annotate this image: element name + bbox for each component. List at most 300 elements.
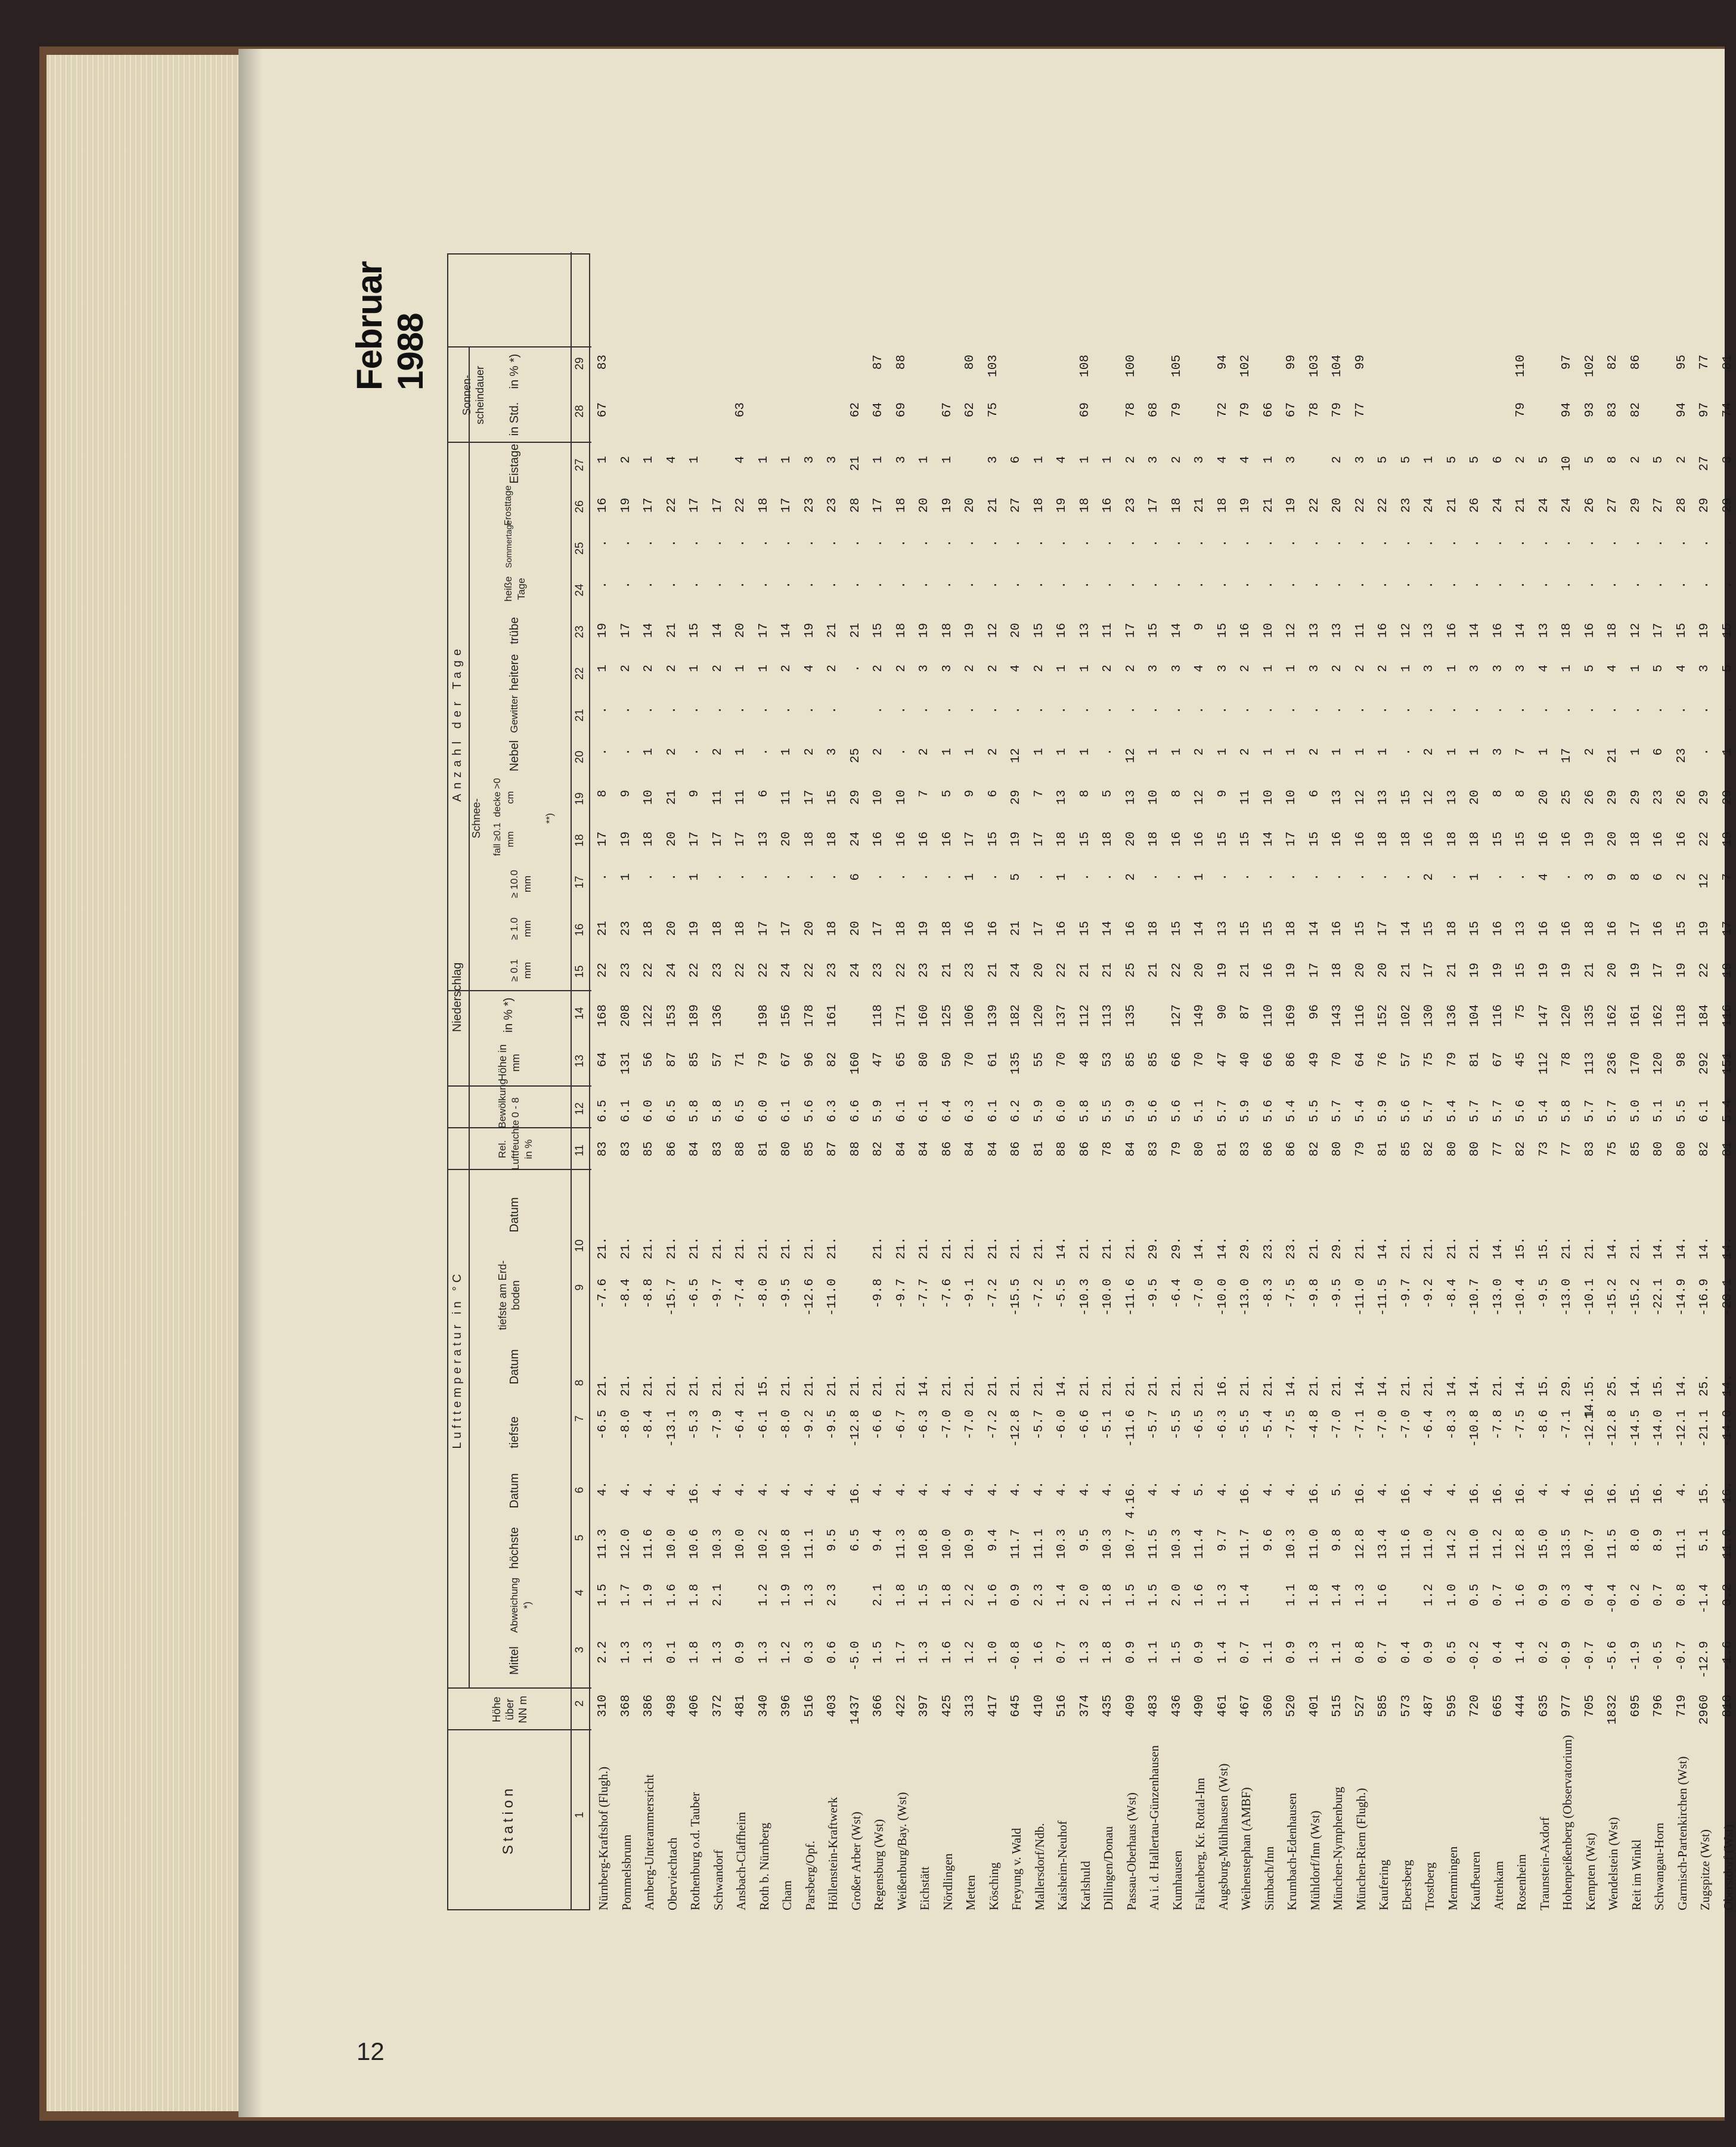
table-cell: 5.8 <box>1560 1100 1574 1122</box>
table-cell: . <box>1514 873 1528 881</box>
table-cell: 21. <box>1147 1374 1161 1397</box>
table-cell: 13 <box>757 832 771 847</box>
column-number: 24 <box>574 584 586 597</box>
table-cell: 21. <box>894 1374 909 1397</box>
table-cell: 0.9 <box>1009 1584 1023 1606</box>
table-cell: 10.0 <box>734 1529 748 1559</box>
table-cell: 18 <box>1445 921 1459 936</box>
table-cell: 110 <box>1514 355 1528 377</box>
table-cell: 2 <box>986 748 1000 756</box>
table-cell: 21. <box>711 1237 725 1259</box>
table-cell: 29 <box>1698 498 1712 513</box>
table-cell: 16 <box>1124 921 1138 936</box>
table-cell: 15 <box>1399 790 1413 805</box>
table-cell: -6.5 <box>596 1410 610 1440</box>
col-rule <box>448 990 591 991</box>
table-cell: 14. <box>1629 1374 1643 1397</box>
table-cell: 23 <box>619 921 633 936</box>
table-cell: 81 <box>1720 1141 1735 1157</box>
table-cell: 1.9 <box>780 1584 793 1606</box>
table-cell: 85 <box>1629 1141 1643 1157</box>
table-cell: 4 <box>802 665 817 672</box>
table-cell: 21. <box>802 1374 817 1397</box>
table-cell: 208 <box>619 1004 633 1027</box>
table-cell: 19 <box>963 623 977 638</box>
page-number: 12 <box>356 2037 385 2065</box>
table-cell: 366 <box>872 1695 885 1717</box>
table-cell: 83 <box>1147 1141 1161 1157</box>
table-cell: 74 <box>1720 402 1735 418</box>
table-cell: 23 <box>619 963 633 978</box>
table-cell: 1 <box>872 456 885 464</box>
table-cell: . <box>1491 706 1505 714</box>
table-cell: 1 <box>1422 456 1436 464</box>
table-cell: 406 <box>688 1695 702 1717</box>
table-cell: 20 <box>1193 963 1207 978</box>
table-cell: 1 <box>1078 665 1092 672</box>
table-cell: 3 <box>802 456 817 464</box>
table-cell: 21. <box>1261 1374 1276 1397</box>
table-row <box>1583 253 1596 1910</box>
table-row <box>642 253 655 1910</box>
table-cell: 6.1 <box>986 1100 1000 1122</box>
table-cell: . <box>1055 706 1069 714</box>
table-cell: 120 <box>1032 1004 1046 1027</box>
table-cell: 21. <box>711 1374 725 1397</box>
table-cell: 635 <box>1537 1695 1551 1717</box>
table-cell: 21 <box>1583 963 1597 978</box>
table-cell: 16. <box>1468 1481 1482 1504</box>
column-number: 16 <box>574 923 586 936</box>
table-cell: 18 <box>1468 832 1482 847</box>
table-row <box>1285 253 1298 1910</box>
table-cell: 6.3 <box>963 1100 977 1122</box>
table-cell: 20 <box>1331 498 1344 513</box>
table-cell: 103 <box>986 355 1000 377</box>
table-cell: 13 <box>1331 790 1344 805</box>
table-cell: 520 <box>1285 1695 1298 1717</box>
table-cell: 19 <box>596 623 610 638</box>
table-cell: 5.4 <box>1285 1100 1298 1122</box>
table-cell: 78 <box>1101 1141 1115 1157</box>
table-cell: 5.6 <box>1261 1100 1276 1122</box>
column-number: 11 <box>574 1144 586 1156</box>
table-cell: -6.4 <box>1422 1410 1436 1440</box>
table-row <box>1629 253 1642 1910</box>
table-cell: . <box>1124 581 1138 589</box>
table-cell: 11.5 <box>1606 1529 1620 1559</box>
table-cell: 1.3 <box>1216 1584 1230 1606</box>
table-cell: 12 <box>986 623 1000 638</box>
table-cell: 23 <box>917 963 931 978</box>
table-cell: 70 <box>1331 1052 1344 1068</box>
row-rule <box>469 348 470 1689</box>
table-cell: 57 <box>711 1052 725 1068</box>
table-cell: 75 <box>1606 1141 1620 1157</box>
table-cell: 14 <box>1514 623 1528 638</box>
table-cell: 16. <box>1491 1481 1505 1504</box>
table-cell: -9.5 <box>780 1279 793 1309</box>
table-cell: 1.6 <box>1514 1584 1528 1606</box>
table-cell: 26 <box>1583 498 1597 513</box>
table-cell: 135 <box>1124 1004 1138 1027</box>
table-cell: 79 <box>1331 402 1344 418</box>
table-cell: 5 <box>1537 456 1551 464</box>
table-cell: 102 <box>1583 355 1597 377</box>
table-cell: 18 <box>894 921 909 936</box>
table-cell: 21. <box>1468 1237 1482 1259</box>
table-cell: 10 <box>1560 456 1574 471</box>
table-cell: 18 <box>1560 623 1574 638</box>
table-cell: 5.5 <box>1307 1100 1322 1122</box>
table-cell: 409 <box>1124 1695 1138 1717</box>
table-cell: . <box>940 706 954 714</box>
table-cell: 5.5 <box>1101 1100 1115 1122</box>
table-cell: 83 <box>1239 1141 1253 1157</box>
table-cell: 3 <box>826 748 839 756</box>
table-cell: 9 <box>688 790 702 798</box>
table-cell: 19 <box>1698 623 1712 638</box>
table-cell: 5 <box>1583 456 1597 464</box>
table-cell: 5.7 <box>1216 1100 1230 1122</box>
table-row <box>849 253 862 1910</box>
table-cell: . <box>665 539 679 547</box>
table-cell: 14. <box>1377 1374 1390 1397</box>
station-name: Großer Arber (Wst) <box>848 1811 863 1910</box>
table-cell: . <box>1193 581 1207 589</box>
table-cell: 4 <box>1055 456 1069 464</box>
table-cell: 19 <box>1720 832 1735 847</box>
table-cell: -7.0 <box>1331 1410 1344 1440</box>
table-cell: 104 <box>1331 355 1344 377</box>
table-cell: 21. <box>826 1237 839 1259</box>
table-cell: -6.4 <box>734 1410 748 1440</box>
table-cell: 116 <box>1720 1004 1735 1027</box>
table-cell: 76 <box>1377 1052 1390 1068</box>
table-cell: . <box>1560 873 1574 881</box>
table-cell: 137 <box>1055 1004 1069 1027</box>
column-number: 4 <box>574 1589 586 1596</box>
table-cell: 21. <box>1399 1237 1413 1259</box>
table-cell: -8.6 <box>1537 1410 1551 1440</box>
table-cell: -12.8 <box>1009 1410 1023 1448</box>
table-cell: 705 <box>1583 1695 1597 1717</box>
station-name: Hohenpeißenberg (Observatorium) <box>1560 1735 1574 1910</box>
table-cell: 29. <box>1331 1237 1344 1259</box>
table-cell: 12 <box>1009 748 1023 764</box>
table-cell: 17 <box>734 832 748 847</box>
table-cell: 11.6 <box>1399 1529 1413 1559</box>
table-cell: 16. <box>1514 1481 1528 1504</box>
table-cell: 1.3 <box>802 1584 817 1606</box>
table-cell: 80 <box>963 355 977 370</box>
table-cell: 160 <box>848 1052 863 1075</box>
header-datum-2: Datum <box>508 1349 521 1385</box>
table-cell <box>711 355 725 402</box>
table-cell: 15 <box>1216 623 1230 638</box>
table-cell: -7.7 <box>917 1279 931 1309</box>
table-cell: . <box>1285 539 1298 547</box>
table-cell: 97 <box>1698 402 1712 418</box>
table-cell: 3 <box>1147 665 1161 672</box>
table-cell: 21. <box>596 1374 610 1397</box>
table-cell: 15. <box>1537 1374 1551 1397</box>
table-cell: . <box>1652 706 1666 714</box>
table-cell: 435 <box>1101 1695 1115 1717</box>
table-cell: 1.0 <box>1445 1584 1459 1606</box>
table-cell: 22 <box>802 963 817 978</box>
header-mittel: Mittel <box>508 1646 521 1675</box>
table-row <box>872 253 885 1910</box>
table-cell: 2 <box>619 456 633 464</box>
table-cell: 99 <box>1285 355 1298 370</box>
table-cell: 77 <box>1560 1141 1574 1157</box>
table-cell: 2 <box>711 748 725 756</box>
table-cell: 10.3 <box>711 1529 725 1559</box>
table-cell: . <box>1629 539 1643 547</box>
table-cell: -9.1 <box>963 1279 977 1309</box>
table-cell: . <box>619 748 633 756</box>
table-cell: . <box>872 706 885 714</box>
table-cell: . <box>826 873 839 881</box>
table-cell: -7.2 <box>1032 1279 1046 1309</box>
table-cell: 103 <box>1307 355 1322 377</box>
table-cell: 20 <box>780 832 793 847</box>
table-cell: . <box>1491 539 1505 547</box>
table-cell: 85 <box>802 1141 817 1157</box>
table-cell: 122 <box>642 1004 656 1027</box>
table-cell: 9 <box>1193 623 1207 631</box>
page-title: Februar 1988 <box>349 261 430 390</box>
table-cell: 71 <box>734 1052 748 1068</box>
table-cell: 29 <box>848 790 863 805</box>
table-cell: 1 <box>1032 456 1046 464</box>
table-cell: -8.4 <box>1445 1279 1459 1309</box>
table-cell: 2 <box>665 748 679 756</box>
col-rule <box>448 1085 591 1087</box>
table-cell: 29 <box>1606 790 1620 805</box>
table-cell: -5.5 <box>1170 1410 1184 1440</box>
table-cell: 23 <box>826 963 839 978</box>
table-cell: 14. <box>1468 1374 1482 1397</box>
station-name: Au i. d. Hallertau-Günzenhausen <box>1147 1745 1161 1910</box>
table-cell: . <box>1720 706 1735 714</box>
table-cell: . <box>1353 581 1368 589</box>
header-n01: ≥ 0.1 mm <box>509 959 533 982</box>
table-cell: 0.6 <box>826 1641 839 1664</box>
table-cell: 21. <box>1307 1374 1322 1397</box>
table-cell: . <box>1675 706 1689 714</box>
table-cell: 1.1 <box>1261 1641 1276 1664</box>
col-rule <box>448 1127 591 1128</box>
table-cell: 80 <box>1675 1141 1689 1157</box>
table-cell: 3 <box>986 456 1000 464</box>
table-cell: 169 <box>1285 1004 1298 1027</box>
table-cell: 1.1 <box>1147 1641 1161 1664</box>
table-cell: 18 <box>1055 832 1069 847</box>
table-cell: 16 <box>872 832 885 847</box>
table-cell: -12.8 <box>848 1410 863 1448</box>
table-cell: 810 <box>1720 1695 1735 1717</box>
table-cell: 5.9 <box>1124 1100 1138 1122</box>
table-cell: 20 <box>734 623 748 638</box>
table-cell: 8 <box>596 790 610 798</box>
table-cell: 1 <box>1055 665 1069 672</box>
table-row <box>780 253 793 1910</box>
table-cell: 11.1 <box>1675 1529 1689 1559</box>
table-cell: 516 <box>1055 1695 1069 1717</box>
table-cell: 21. <box>848 1374 863 1397</box>
table-cell: 21. <box>1193 1374 1207 1397</box>
table-cell: 13 <box>1078 623 1092 638</box>
table-cell: 10.0 <box>665 1529 679 1559</box>
table-cell: 14. <box>1698 1237 1712 1259</box>
table-cell: 16. <box>688 1481 702 1504</box>
table-cell: 135 <box>1009 1052 1023 1075</box>
table-cell: 1 <box>1261 748 1276 756</box>
station-name: Memmingen <box>1445 1846 1460 1910</box>
table-cell: 18 <box>642 832 656 847</box>
table-cell: 17 <box>872 498 885 513</box>
header-station: Station <box>500 1785 516 1855</box>
table-cell: 5.7 <box>1583 1100 1597 1122</box>
column-number: 12 <box>574 1102 586 1115</box>
table-cell: 19 <box>688 921 702 936</box>
table-cell: 86 <box>1285 1052 1298 1068</box>
table-cell: 21. <box>1399 1374 1413 1397</box>
table-row <box>803 253 816 1910</box>
table-cell: 67 <box>940 402 954 418</box>
table-cell: 11 <box>1239 790 1253 805</box>
table-cell: 0.9 <box>734 1641 748 1664</box>
table-cell: 6.1 <box>780 1100 793 1122</box>
table-cell: -8.8 <box>642 1279 656 1309</box>
table-cell: -20.1 <box>1720 1279 1735 1317</box>
table-cell: 1.5 <box>917 1584 931 1606</box>
station-name: Kaisheim-Neuhof <box>1055 1820 1070 1910</box>
table-cell: 1 <box>1331 748 1344 756</box>
table-cell: -5.5 <box>1055 1279 1069 1309</box>
table-cell: 313 <box>963 1695 977 1717</box>
column-number: 10 <box>574 1239 586 1252</box>
table-cell: 1.3 <box>1307 1641 1322 1664</box>
table-cell: 21. <box>1307 1237 1322 1259</box>
column-number: 5 <box>574 1534 586 1541</box>
table-cell: 1.9 <box>642 1584 656 1606</box>
table-row <box>688 253 701 1910</box>
table-cell: 21 <box>1514 498 1528 513</box>
header-sonnen-pct: in % *) <box>508 353 521 389</box>
table-cell: 19 <box>1239 498 1253 513</box>
station-name: München-Nymphenburg <box>1331 1786 1345 1910</box>
table-cell: 5 <box>1445 456 1459 464</box>
table-cell: 67 <box>1491 1052 1505 1068</box>
table-cell: 5 <box>1468 456 1482 464</box>
table-cell: 83 <box>596 355 610 370</box>
table-cell: 27 <box>1652 498 1666 513</box>
table-cell: 68 <box>1147 402 1161 418</box>
table-cell: 22 <box>1698 963 1712 978</box>
table-cell: 4 <box>1239 456 1253 464</box>
table-cell: . <box>1353 873 1368 881</box>
table-row <box>1124 253 1137 1910</box>
table-cell: 5.1 <box>1698 1529 1712 1552</box>
table-cell: 21. <box>757 1237 771 1259</box>
table-cell: 10.8 <box>780 1529 793 1559</box>
table-cell: 5.7 <box>1606 1100 1620 1122</box>
table-cell: 21 <box>1239 963 1253 978</box>
table-cell: 15 <box>1353 921 1368 936</box>
table-cell: 24 <box>848 832 863 847</box>
table-cell: 21. <box>734 1237 748 1259</box>
table-cell: . <box>1261 706 1276 714</box>
table-cell: 10.6 <box>688 1529 702 1559</box>
table-cell: 17 <box>872 921 885 936</box>
table-cell: 16 <box>1537 832 1551 847</box>
header-bewoelkung: Bewölkung 0 - 8 <box>497 1078 521 1128</box>
table-cell: . <box>1331 539 1344 547</box>
table-cell: 23 <box>1124 498 1138 513</box>
table-row <box>1147 253 1160 1910</box>
table-cell: 3 <box>1170 665 1184 672</box>
table-cell: 2.2 <box>963 1584 977 1606</box>
table-cell: 796 <box>1652 1695 1666 1717</box>
table-cell: . <box>1560 581 1574 589</box>
table-cell: 15 <box>1032 623 1046 638</box>
station-name: Schwandorf <box>711 1850 726 1910</box>
table-cell: 21 <box>1101 963 1115 978</box>
table-cell: 21. <box>1009 1374 1023 1397</box>
column-number: 7 <box>574 1415 586 1422</box>
table-cell: -9.7 <box>1399 1279 1413 1309</box>
column-number: 29 <box>574 357 586 370</box>
table-row <box>987 253 1000 1910</box>
table-cell: -8.0 <box>619 1410 633 1440</box>
table-cell: 160 <box>917 1004 931 1027</box>
table-cell: 0.4 <box>1491 1641 1505 1664</box>
table-cell: 22 <box>688 963 702 978</box>
table-cell: 64 <box>1353 1052 1368 1068</box>
table-cell: 2.1 <box>872 1584 885 1606</box>
table-cell: 29. <box>1560 1374 1574 1397</box>
table-cell: 21. <box>1101 1374 1115 1397</box>
table-cell: 29. <box>1170 1237 1184 1259</box>
table-cell: -9.2 <box>802 1410 817 1440</box>
table-cell: . <box>1331 706 1344 714</box>
table-cell: 16 <box>1675 832 1689 847</box>
table-cell: 483 <box>1147 1695 1161 1717</box>
table-cell: 19 <box>940 498 954 513</box>
table-cell: 20 <box>1606 963 1620 978</box>
column-number: 13 <box>574 1054 586 1068</box>
table-cell: 3 <box>1720 456 1735 464</box>
table-cell: 15 <box>986 832 1000 847</box>
table-cell: 5. <box>1331 1481 1344 1497</box>
table-cell: 83 <box>1583 1141 1597 1157</box>
table-cell: 16 <box>940 832 954 847</box>
table-cell: 8 <box>1491 790 1505 798</box>
table-cell: 1 <box>1629 748 1643 756</box>
table-cell: . <box>665 581 679 589</box>
table-cell: 17 <box>619 623 633 638</box>
table-cell: 8.9 <box>1652 1529 1666 1552</box>
table-cell: 14 <box>780 623 793 638</box>
table-cell: . <box>619 539 633 547</box>
table-cell: 5.4 <box>1353 1100 1368 1122</box>
table-cell: 22 <box>665 498 679 513</box>
table-cell: . <box>1307 706 1322 714</box>
table-cell: 2 <box>894 665 909 672</box>
